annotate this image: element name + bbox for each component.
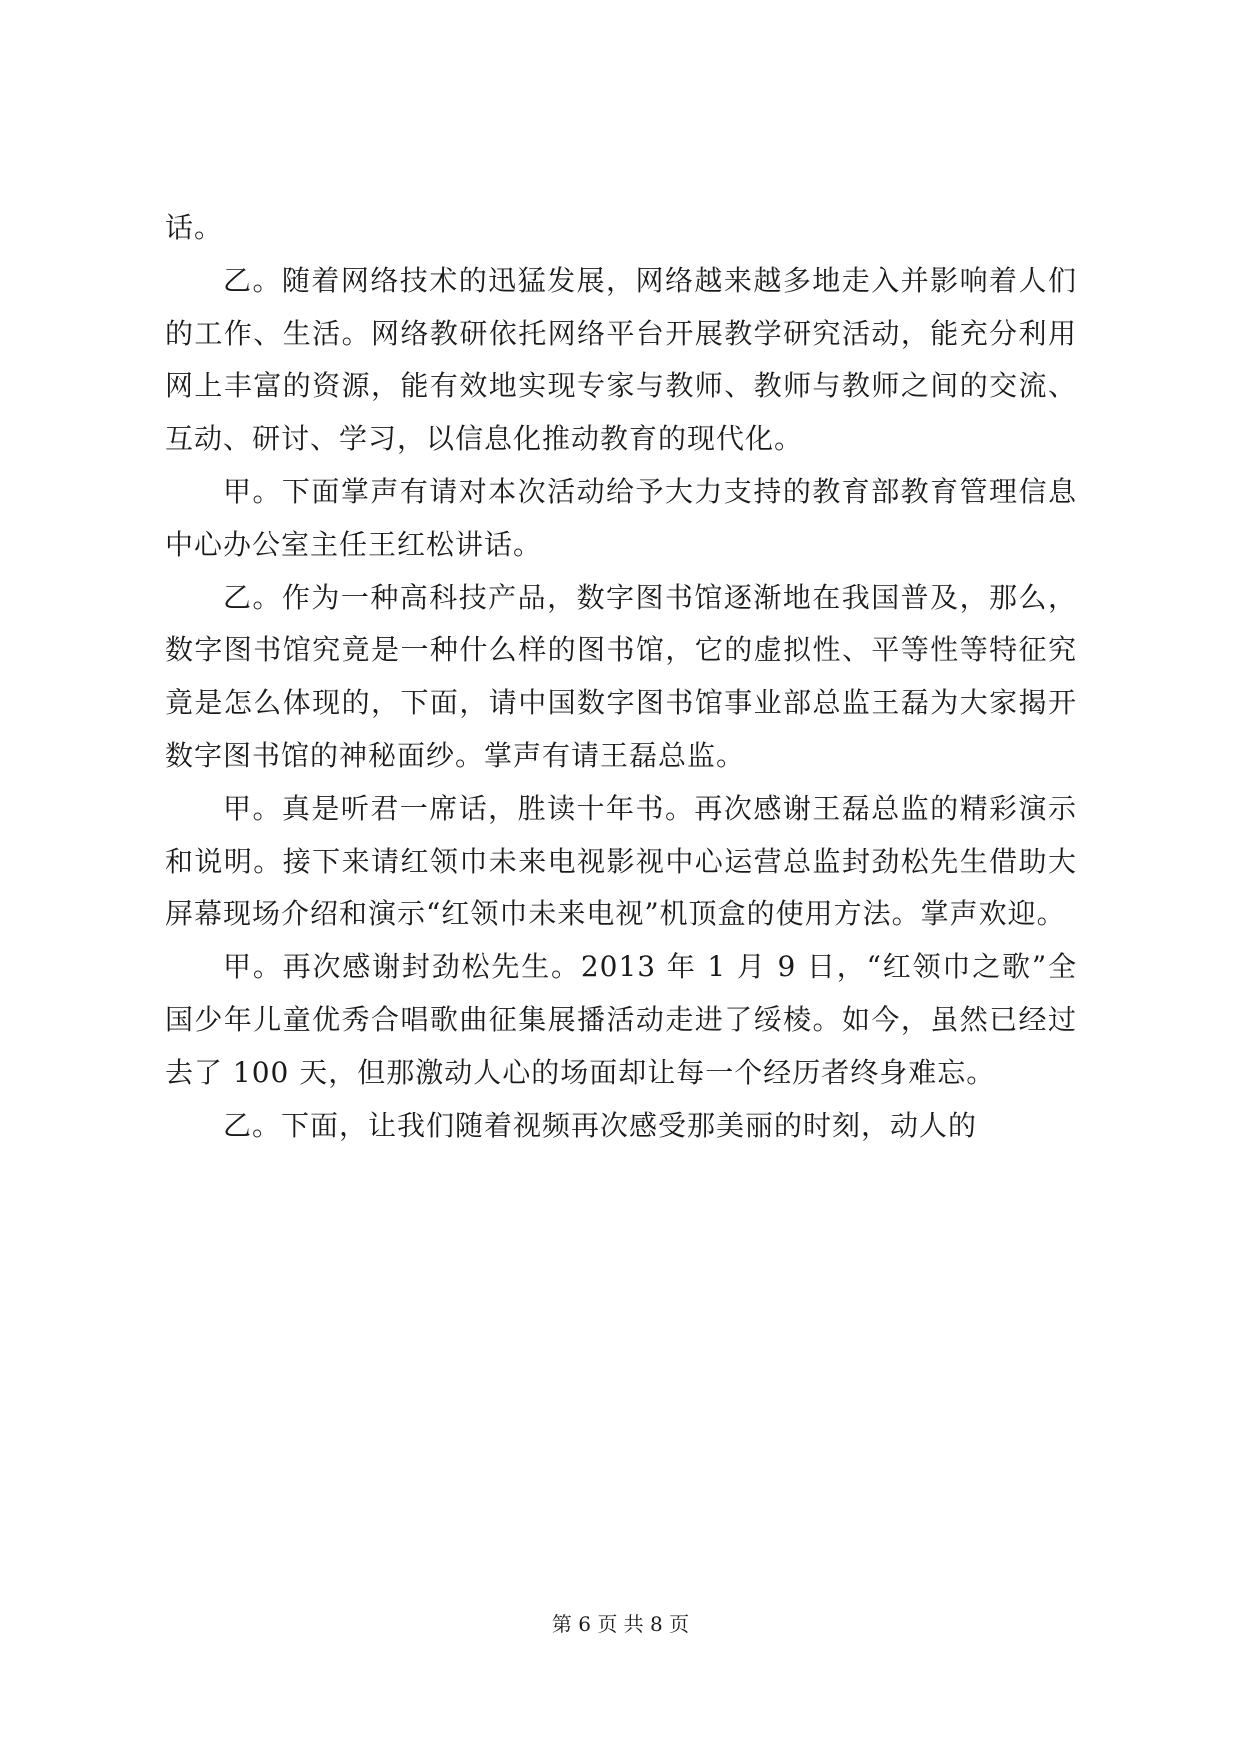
- paragraph: 乙。随着网络技术的迅猛发展，网络越来越多地走入并影响着人们的工作、生活。网络教研依托网络平台开展教学研究活动，能充分利用网上丰富的资源，能有效地实现专家与教师、教师与教师之间的交流、互动、研讨、学习，以信息化推动教育的现代化。: [165, 263, 1077, 456]
- paragraph: 话。: [165, 211, 224, 244]
- document-body: [165, 202, 1077, 1152]
- paragraph: 甲。下面掌声有请对本次活动给予大力支持的教育部教育管理信息中心办公室主任王红松讲话。: [165, 474, 1077, 561]
- paragraph: 甲。真是听君一席话，胜读十年书。再次感谢王磊总监的精彩演示和说明。接下来请红领巾未来电视影视中心运营总监封劲松先生借助大屏幕现场介绍和演示“红领巾未来电视”机顶盒的使用方法。掌声欢迎。: [165, 791, 1077, 931]
- page-footer: 第 6 页 共 8 页: [551, 1612, 690, 1636]
- paragraph: 甲。再次感谢封劲松先生。2013 年 1 月 9 日，“红领巾之歌”全国少年儿童优秀合唱歌曲征集展播活动走进了绥棱。如今，虽然已经过去了 100 天，但那激动人心的场面却让每一个经历者终身难忘。: [165, 950, 1077, 1089]
- paragraph: 乙。下面，让我们随着视频再次感受那美丽的时刻，动人的: [223, 1108, 978, 1142]
- paragraph: 乙。作为一种高科技产品，数字图书馆逐渐地在我国普及，那么，数字图书馆究竟是一种什么样的图书馆，它的虚拟性、平等性等特征究竟是怎么体现的，下面，请中国数字图书馆事业部总监王磊为大家揭开数字图书馆的神秘面纱。掌声有请王磊总监。: [165, 580, 1077, 772]
